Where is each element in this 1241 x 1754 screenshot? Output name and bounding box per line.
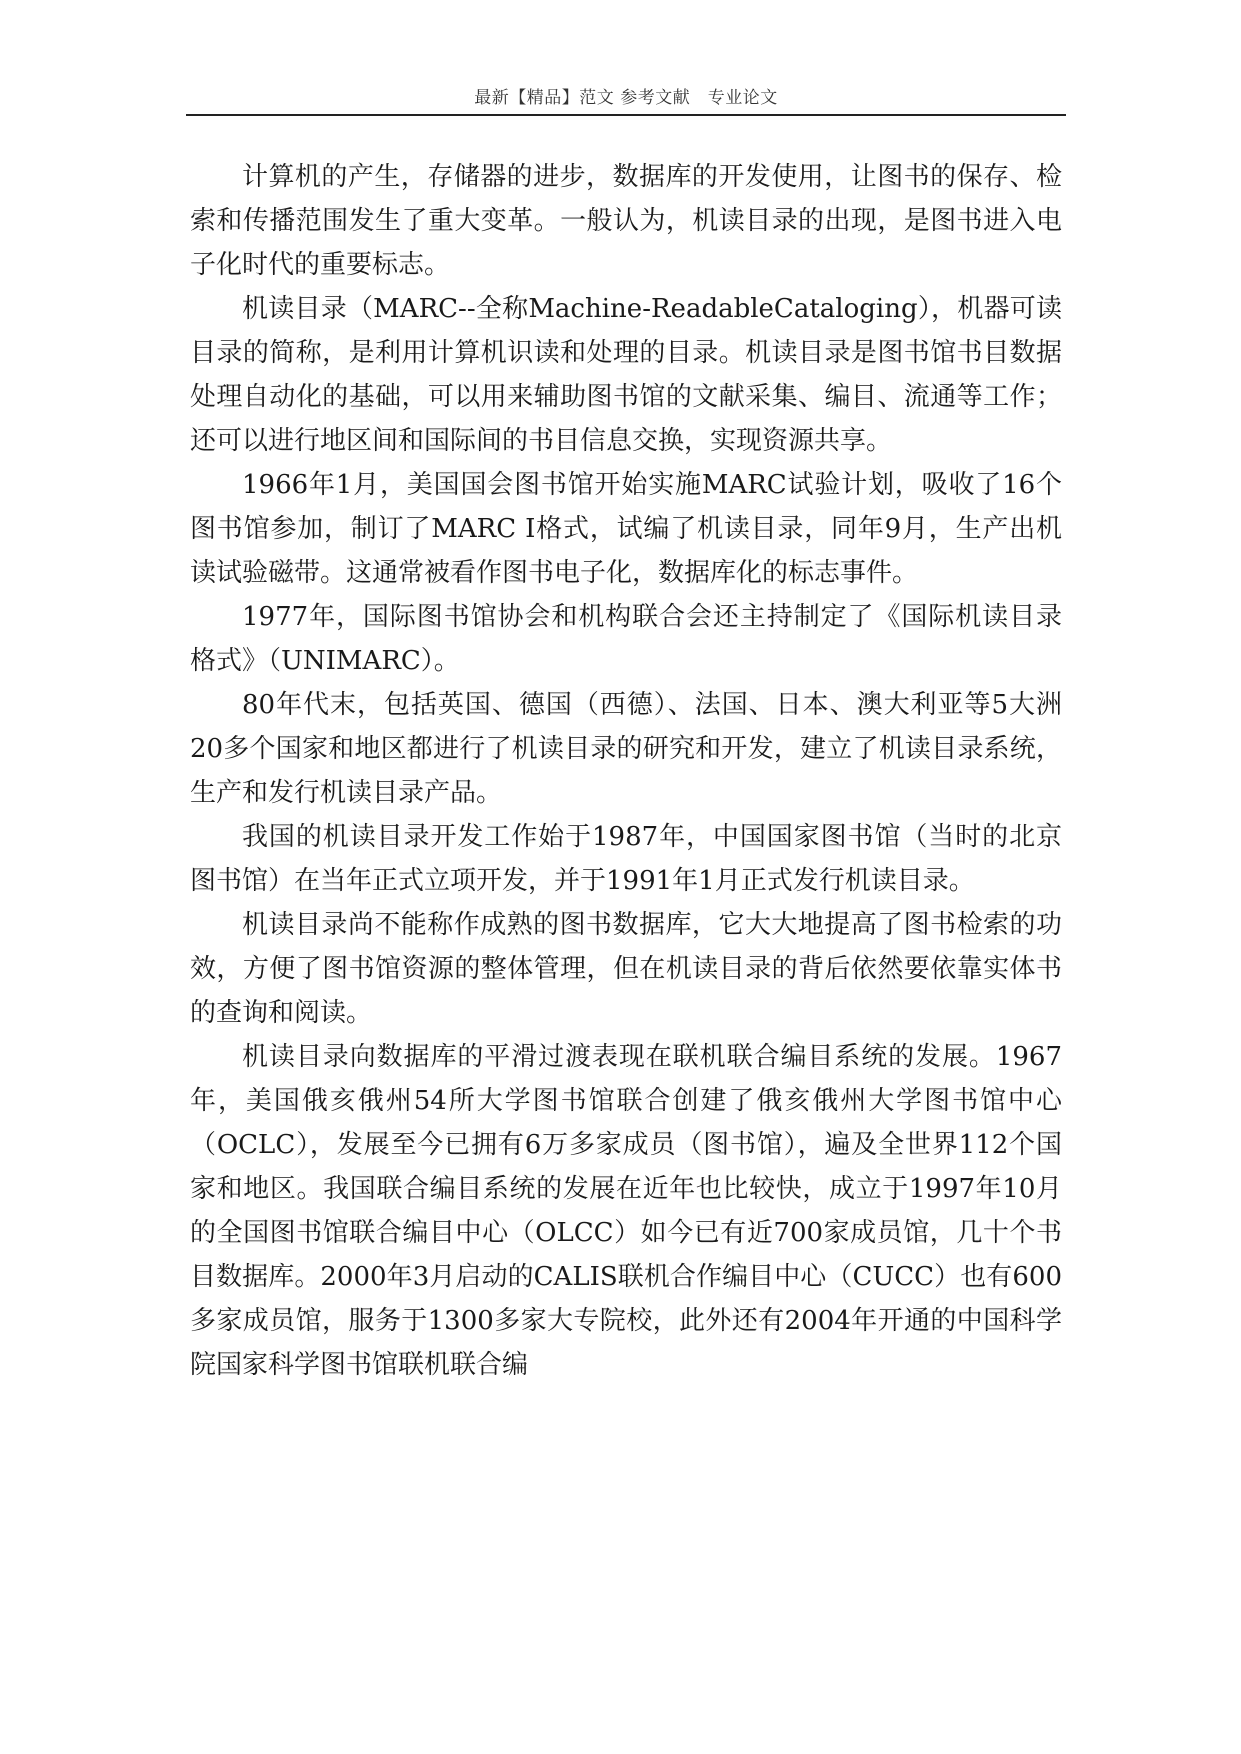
page-header: 最新【精品】范文 参考文献 专业论文: [474, 88, 778, 108]
paragraph-4: 1977年，国际图书馆协会和机构联合会还主持制定了《国际机读目录格式》（UNIMARC）。: [190, 602, 1062, 676]
paragraph-2: 机读目录（MARC--全称Machine-ReadableCataloging），机器可读目录的简称，是利用计算机识读和处理的目录。机读目录是图书馆书目数据处理自动化的基础，可以用来辅助图书馆的文献采集、编目、流通等工作；还可以进行地区间和国际间的书目信息交换，实现资源共享。: [190, 294, 1062, 456]
paragraph-6: 我国的机读目录开发工作始于1987年，中国国家图书馆（当时的北京图书馆）在当年正式立项开发，并于1991年1月正式发行机读目录。: [190, 822, 1062, 896]
paragraph-7: 机读目录尚不能称作成熟的图书数据库，它大大地提高了图书检索的功效，方便了图书馆资源的整体管理，但在机读目录的背后依然要依靠实体书的查询和阅读。: [190, 910, 1062, 1028]
paragraph-8: 机读目录向数据库的平滑过渡表现在联机联合编目系统的发展。1967年，美国俄亥俄州54所大学图书馆联合创建了俄亥俄州大学图书馆中心（OCLC），发展至今已拥有6万多家成员（图书馆），遍及全世界112个国家和地区。我国联合编目系统的发展在近年也比较快，成立于1997年10月的全国图书馆联合编目中心（OLCC）如今已有近700家成员馆，几十个书目数据库。2000年3月启动的CALIS联机合作编目中心（CUCC）也有600多家成员馆，服务于1300多家大专院校，此外还有2004年开通的中国科学院国家科学图书馆联机联合编: [190, 1042, 1062, 1380]
paragraph-1: 计算机的产生，存储器的进步，数据库的开发使用，让图书的保存、检索和传播范围发生了重大变革。一般认为，机读目录的出现，是图书进入电子化时代的重要标志。: [190, 162, 1062, 280]
document-body: [190, 155, 1062, 1387]
paragraph-3: 1966年1月，美国国会图书馆开始实施MARC试验计划，吸收了16个图书馆参加，制订了MARC I格式，试编了机读目录，同年9月，生产出机读试验磁带。这通常被看作图书电子化，数据库化的标志事件。: [190, 470, 1062, 588]
paragraph-5: 80年代末，包括英国、德国（西德）、法国、日本、澳大利亚等5大洲20多个国家和地区都进行了机读目录的研究和开发，建立了机读目录系统，生产和发行机读目录产品。: [190, 690, 1062, 808]
header-divider: [186, 114, 1066, 116]
